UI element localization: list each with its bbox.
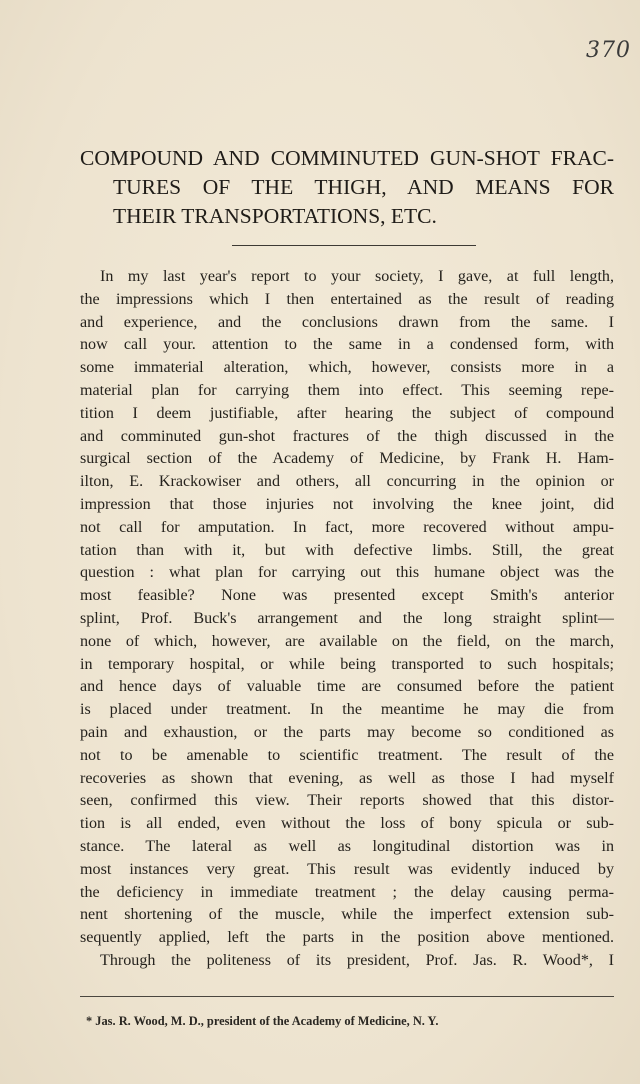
body-line: tion is all ended, even without the loss of bony spicula or sub- bbox=[80, 815, 614, 833]
title-line: THEIR TRANSPORTATIONS, ETC. bbox=[113, 204, 437, 228]
article-title bbox=[80, 144, 614, 231]
body-line: and comminuted gun-shot fractures of the thigh discussed in the bbox=[80, 427, 614, 445]
body-line: stance. The lateral as well as longitudinal distortion was in bbox=[80, 837, 614, 855]
body-line: Through the politeness of its president, Prof. Jas. R. Wood*, I bbox=[100, 951, 614, 969]
body-line: tation than with it, but with defective limbs. Still, the great bbox=[80, 541, 614, 559]
body-line: not call for amputation. In fact, more recovered without ampu- bbox=[80, 518, 614, 536]
body-line: and hence days of valuable time are consumed before the patient bbox=[80, 678, 614, 696]
body-line: the deficiency in immediate treatment ; the delay causing perma- bbox=[80, 883, 614, 901]
title-line: COMPOUND AND COMMINUTED GUN-SHOT FRAC- bbox=[80, 146, 614, 170]
body-line: pain and exhaustion, or the parts may become so conditioned as bbox=[80, 723, 614, 741]
title-line: TURES OF THE THIGH, AND MEANS FOR bbox=[113, 175, 614, 199]
body-line: some immaterial alteration, which, however, consists more in a bbox=[80, 359, 614, 377]
body-line: surgical section of the Academy of Medicine, by Frank H. Ham- bbox=[80, 450, 614, 468]
body-line: material plan for carrying them into effect. This seeming repe- bbox=[80, 381, 614, 399]
body-line: the impressions which I then entertained as the result of reading bbox=[80, 290, 614, 308]
body-line: tition I deem justifiable, after hearing the subject of compound bbox=[80, 404, 614, 422]
body-line: and experience, and the conclusions drawn from the same. I bbox=[80, 313, 614, 331]
title-divider bbox=[232, 245, 476, 246]
body-line: now call your. attention to the same in a condensed form, with bbox=[80, 336, 614, 354]
body-line: not to be amenable to scientific treatment. The result of the bbox=[80, 746, 614, 764]
page-number: 370 bbox=[586, 38, 631, 63]
body-line: In my last year's report to your society, I gave, at full length, bbox=[100, 268, 614, 285]
body-line: is placed under treatment. In the meantime he may die from bbox=[80, 701, 614, 719]
body-line: impression that those injuries not involving the knee joint, did bbox=[80, 495, 614, 513]
footnote-divider bbox=[80, 996, 614, 997]
footnote: * Jas. R. Wood, M. D., president of the Academy of Medicine, N. Y. bbox=[86, 1014, 439, 1028]
body-line: seen, confirmed this view. Their reports showed that this distor- bbox=[80, 792, 614, 810]
body-line: most feasible? None was presented except Smith's anterior bbox=[80, 587, 614, 605]
body-line: nent shortening of the muscle, while the imperfect extension sub- bbox=[80, 906, 614, 924]
body-line: question : what plan for carrying out this humane object was the bbox=[80, 564, 614, 582]
body-line: splint, Prof. Buck's arrangement and the long straight splint— bbox=[80, 609, 614, 627]
body-line: in temporary hospital, or while being transported to such hospitals; bbox=[80, 655, 614, 673]
body-line: ilton, E. Krackowiser and others, all concurring in the opinion or bbox=[80, 473, 614, 491]
body-line: sequently applied, left the parts in the position above mentioned. bbox=[80, 929, 614, 947]
body-line: recoveries as shown that evening, as well as those I had myself bbox=[80, 769, 614, 787]
body-line: none of which, however, are available on the field, on the march, bbox=[80, 632, 614, 650]
body-text bbox=[80, 266, 614, 973]
body-line: most instances very great. This result was evidently induced by bbox=[80, 860, 614, 878]
